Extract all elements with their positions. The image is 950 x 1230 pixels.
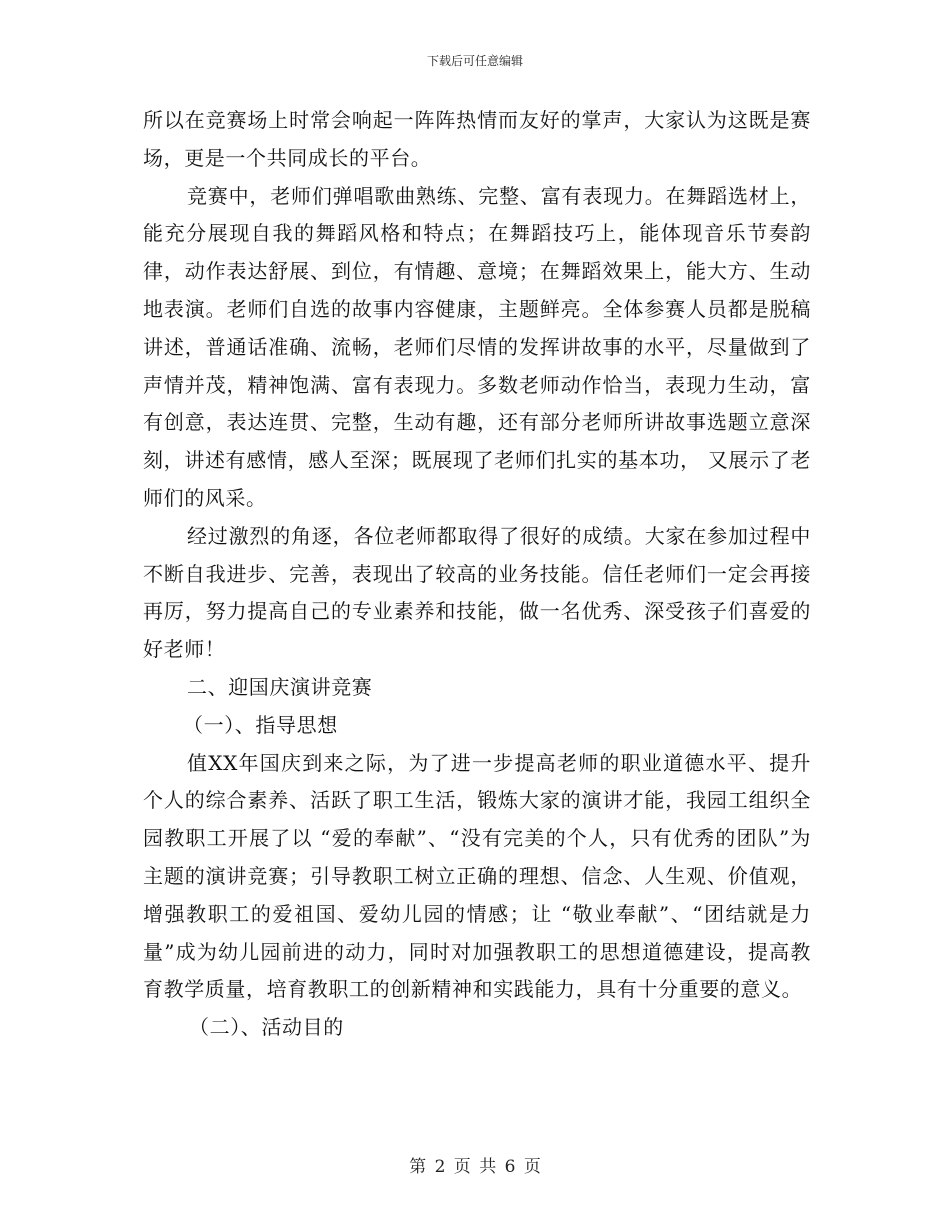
page-header: 下载后可任意编辑: [426, 54, 523, 68]
paragraph-guiding-ideology: 值XX年国庆到来之际，为了进一步提高老师的职业道德水平、提升个人的综合素养、活跃了职工生活，锻炼大家的演讲才能，我园工组织全园教职工开展了以 “爱的奉献”、“没有完美的个人，只有优秀的团队”为主题的演讲竞赛；引导教职工树立正确的理想、信念、人生观、价值观，增强教职工的爱祖国、爱幼儿园的情感；让 “敬业奉献”、“团结就是力量”成为幼儿园前进的动力，同时对加强教职工的思想道德建设，提高教育教学质量，培育教职工的创新精神和实践能力，具有十分重要的意义。: [143, 750, 811, 1002]
document-body: [143, 102, 811, 1047]
paragraph-continuation: 所以在竞赛场上时常会响起一阵阵热情而友好的掌声，大家认为这既是赛场，更是一个共同成长的平台。: [143, 108, 811, 170]
paragraph-results: 经过激烈的角逐，各位老师都取得了很好的成绩。大家在参加过程中不断自我进步、完善，表现出了较高的业务技能。信任老师们一定会再接再厉，努力提高自己的专业素养和技能，做一名优秀、深受孩子们喜爱的好老师！: [143, 523, 811, 662]
subheading-activity-purpose: （二）、活动目的: [189, 1015, 344, 1040]
section-heading-speech-contest: 二、迎国庆演讲竞赛: [187, 674, 373, 699]
paragraph-competition-details: 竞赛中，老师们弹唱歌曲熟练、完整、富有表现力。在舞蹈选材上，能充分展现自我的舞蹈风格和特点；在舞蹈技巧上，能体现音乐节奏韵律，动作表达舒展、到位，有情趣、意境；在舞蹈效果上，能大方、生动地表演。老师们自选的故事内容健康，主题鲜亮。全体参赛人员都是脱稿讲述，普通话准确、流畅，老师们尽情的发挥讲故事的水平，尽量做到了声情并茂，精神饱满、富有表现力。多数老师动作恰当，表现力生动，富有创意，表达连贯、完整，生动有趣，还有部分老师所讲故事选题立意深刻，讲述有感情，感人至深；既展现了老师们扎实的基本功， 又展示了老师们的风采。: [143, 183, 811, 510]
page-number-footer: 第 2 页 共 6 页: [409, 1157, 541, 1177]
subheading-guiding-ideology: （一）、指导思想: [183, 712, 338, 737]
